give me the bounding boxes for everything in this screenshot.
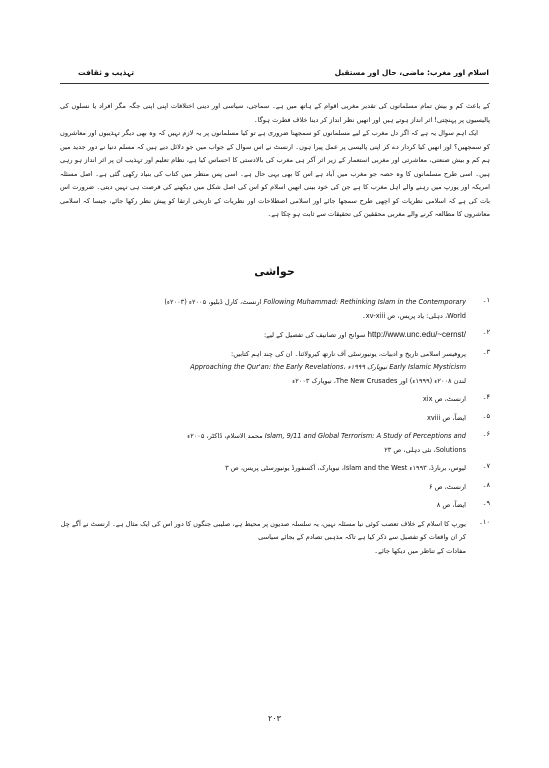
note-continuation: Solutions، نئی دہلی، ص ۲۳ bbox=[384, 445, 466, 454]
note-number: ۳۔ bbox=[482, 347, 490, 356]
note-number: ۱۔ bbox=[482, 296, 490, 304]
note-urdu: ایضاً، ص xviii bbox=[427, 413, 466, 422]
note-number: ۶۔ bbox=[482, 430, 490, 438]
note-english: Following Muhammad: Rethinking Islam in the Contemporary bbox=[263, 298, 466, 306]
note-number: ۹۔ bbox=[482, 499, 490, 507]
note-urdu: ارنسٹ، ص ۶ bbox=[428, 482, 466, 491]
notes-list bbox=[60, 296, 490, 563]
note-urdu: ارنسٹ، کارل ڈبلیو، ۲۰۰۵ء (۲۰۰۳ء) bbox=[164, 298, 262, 306]
note-item bbox=[60, 499, 490, 513]
note-continuation: مفادات کے تناظر میں دیکھا جائے۔ bbox=[374, 546, 466, 555]
note-continuation: لندن ۲۰۰۸ء (۱۹۹۹ء) اور The New Crusades، نیویارک ۲۰۰۳ء bbox=[292, 376, 466, 385]
note-continuation: World، دہلی: یاد پریس، ص xv-xiii۔ bbox=[361, 311, 466, 320]
note-item bbox=[60, 296, 490, 323]
note-item bbox=[60, 518, 490, 559]
note-item bbox=[60, 393, 490, 407]
note-item bbox=[60, 481, 490, 495]
note-urdu: ارنسٹ، ص xix bbox=[422, 395, 466, 403]
running-header-section: تہذیب و ثقافت bbox=[78, 68, 135, 77]
note-item bbox=[60, 412, 490, 426]
header-rule bbox=[60, 83, 489, 84]
note-urdu: پروفیسر اسلامی تاریخ و ادبیات، یونیورسٹی آف نارتھ کیرولائنا۔ ان کی چند اہم کتابیں: bbox=[230, 349, 466, 358]
note-item bbox=[60, 328, 490, 343]
note-number: ۱۰۔ bbox=[479, 517, 490, 526]
page-number: ۲۰۳ bbox=[268, 714, 281, 723]
note-english: Islam, 9/11 and Global Terrorism: A Study of Perceptions and bbox=[264, 432, 466, 440]
note-number: ۲۔ bbox=[482, 328, 490, 336]
note-number: ۴۔ bbox=[482, 393, 490, 401]
note-item bbox=[60, 430, 490, 457]
note-url-link[interactable]: http://www.unc.edu/~cernst/ bbox=[367, 330, 466, 339]
note-item bbox=[60, 462, 490, 476]
note-item bbox=[60, 348, 490, 389]
note-number: ۵۔ bbox=[482, 411, 490, 420]
notes-heading: حواشی bbox=[254, 265, 295, 278]
note-urdu: ایضاً، ص ۸ bbox=[436, 501, 466, 509]
body-text bbox=[60, 100, 490, 222]
body-paragraph-2: ایک اہم سوال یہ ہے کہ اگر دل مغرب کے لیے مسلمانوں کو سمجھنا ضروری ہے تو کیا مسلمانوں پر یہ لازم نہیں کہ وہ بھی دیگر تہذیبوں اور معاشروں کو سمجھیں؟ اور انھیں کیا کردار دے کر اپنی پالیسی پر عمل پیرا ہوں۔ ارنسٹ نے اس سوال کے جواب میں جو دلائل دیے ہیں کہ مسلم دنیا نے دور جدید میں ہم کم و بیش صنعتی، معاشرتی اور مغربی استعمار کے زیر اثر آکر ہی مغرب کی بالادستی کا احساس کیا ہے، نظام تعلیم اور تہذیب ان پر اثر انداز ہو رہی ہیں۔ اسی طرح مسلمانوں کا وہ حصہ جو مغرب میں آباد ہے اس کا بھی یہی حال ہے۔ اسی پس منظر میں کتاب کی بنیاد رکھی گئی ہے۔ اصل مسئلہ امریکہ اور یورپ میں رہنے والے اہل مغرب کا ہے جن کی خود بینی انھیں اسلام کو اس کی اصل شکل میں دیکھنے کی فرصت ہی نہیں دیتی۔ ضرورت اس بات کی ہے کہ اسلامی نظریات کو اچھی طرح سمجھا جائے اور اسلامی اصطلاحات اور نظریات کے تاریخی ارتقا کو پیش نظر رکھا جائے، جیسا کہ اسلامی معاشروں کا مطالعہ کرنے والے مغربی محققین کی تحقیقات سے ثابت ہو چکا ہے۔ bbox=[60, 129, 490, 218]
note-urdu: یورپ کا اسلام کے خلاف تعصب کوئی نیا مسئلہ نہیں، یہ سلسلہ صدیوں پر محیط ہے، صلیبی جنگوں کا دور اس کی ایک مثال ہے۔ ارنسٹ نے آگے چل کر ان واقعات کو تفصیل سے ذکر کیا ہے تاکہ مذہبی تصادم کے بجائے سیاسی bbox=[60, 519, 466, 541]
note-number: ۸۔ bbox=[482, 480, 490, 489]
running-header-title: اسلام اور مغرب: ماضی، حال اور مستقبل bbox=[334, 68, 489, 77]
note-urdu: محمد الاسلام، ڈاکٹر، ۲۰۰۵ء bbox=[187, 432, 263, 440]
note-urdu: سوانح اور تصانیف کی تفصیل کے لیے: bbox=[263, 331, 366, 339]
note-number: ۷۔ bbox=[482, 462, 490, 470]
body-paragraph-1: کے باعث کم و بیش تمام مسلمانوں کی تقدیر مغربی اقوام کے ہاتھ میں ہے۔ سماجی، سیاسی اور دینی اختلافات اپنی اپنی جگہ مگر افراد یا نسلوں کی پالیسیوں پر پہنچتی! اثر انداز ہوتے ہیں اور انھیں نظر انداز کر دینا خلاف فطرت ہوگا۔ bbox=[60, 102, 490, 124]
note-urdu: لیوس، برنارڈ، ۱۹۹۳ء Islam and the West، نیویارک، آکسفورڈ یونیورسٹی پریس، ص ۳ bbox=[225, 464, 466, 472]
note-english: Approaching the Qur'an: the Early Revelations، نیویارک ۱۹۹۹ء Early Islamic Mysticism bbox=[190, 363, 466, 371]
